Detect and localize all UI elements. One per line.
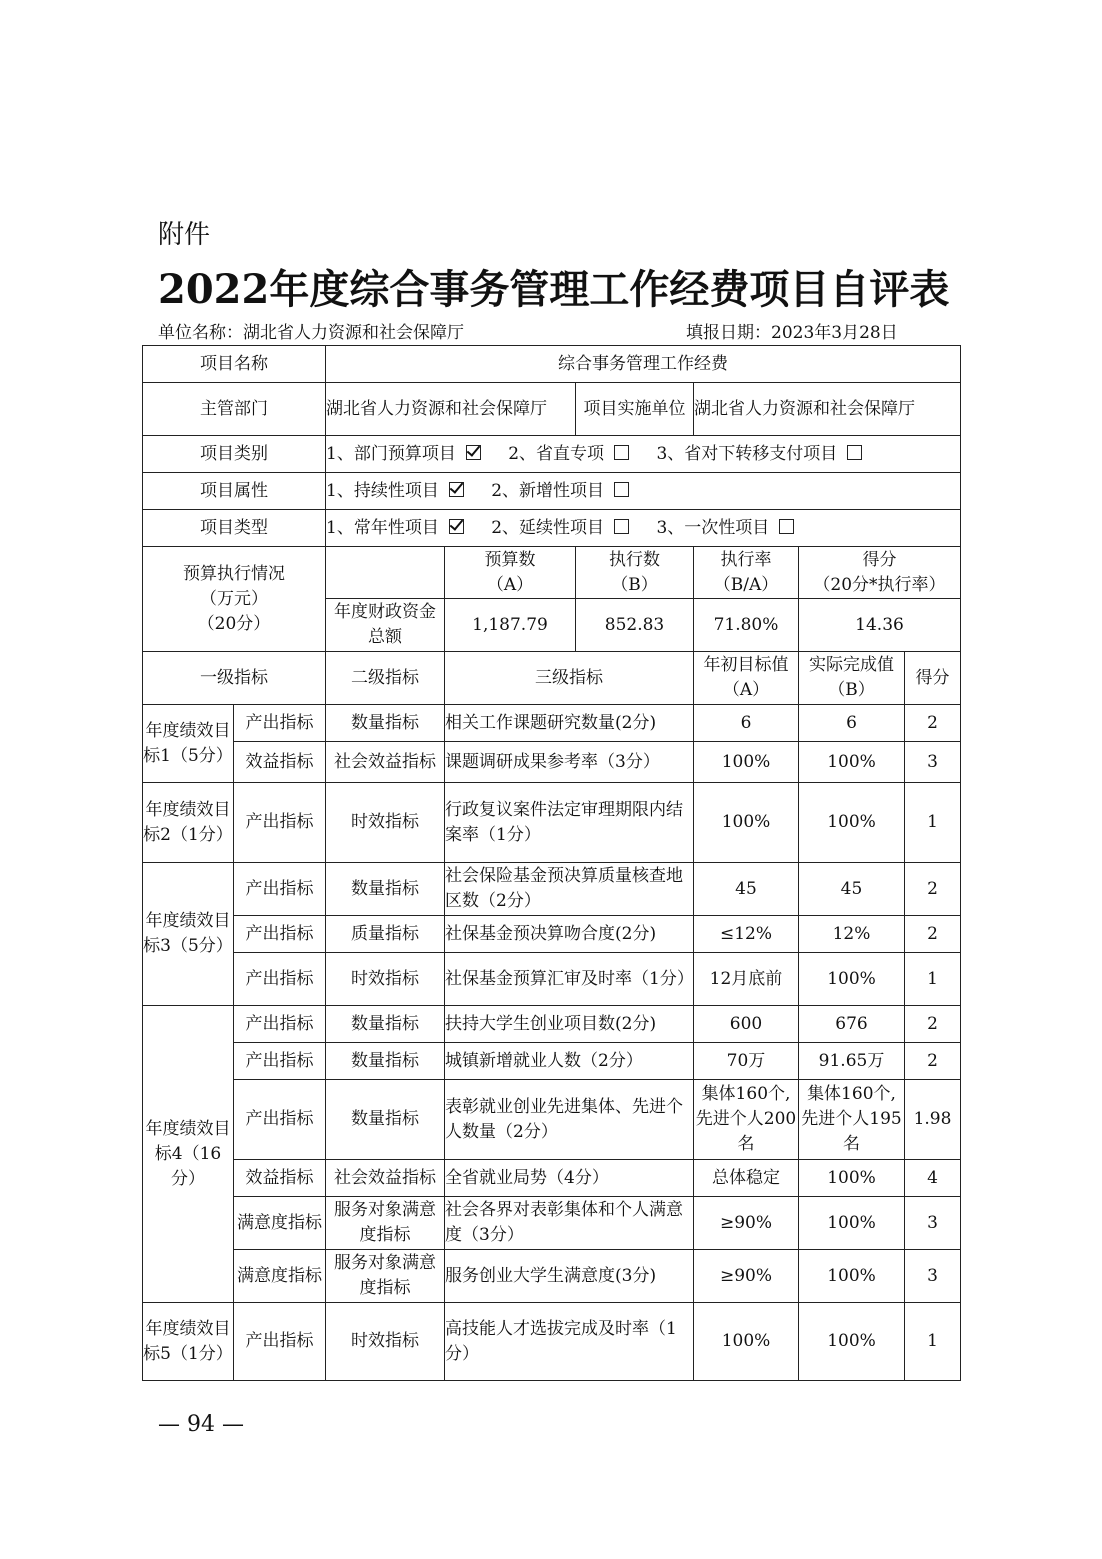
- actual-cell: 100%: [799, 742, 905, 783]
- target-cell: 100%: [694, 783, 799, 863]
- table-row: [143, 783, 961, 863]
- budget-empty-cell: [326, 547, 445, 599]
- actual-cell: 100%: [799, 783, 905, 863]
- level1-cell: 产出指标: [234, 1043, 326, 1080]
- target-cell: ≥90%: [694, 1197, 799, 1250]
- table-row: [143, 705, 961, 742]
- attachment-label: 附件: [158, 220, 211, 250]
- score-cell: 1: [905, 953, 961, 1006]
- checkbox-empty-icon[interactable]: [847, 445, 862, 460]
- level2-cell: 时效指标: [326, 1303, 445, 1381]
- dept-value: 湖北省人力资源和社会保障厅: [326, 383, 576, 436]
- target-cell: 12月底前: [694, 953, 799, 1006]
- level2-header: 二级指标: [326, 652, 445, 705]
- level1-cell: 产出指标: [234, 705, 326, 742]
- budget-value: 1,187.79: [445, 599, 576, 652]
- table-row: [143, 863, 961, 916]
- level1-cell: 满意度指标: [234, 1197, 326, 1250]
- table-row: [143, 1197, 961, 1250]
- impl-unit-value: 湖北省人力资源和社会保障厅: [694, 383, 961, 436]
- actual-cell: 100%: [799, 1197, 905, 1250]
- level3-cell: 表彰就业创业先进集体、先进个人数量（2分）: [445, 1080, 694, 1160]
- target-cell: 6: [694, 705, 799, 742]
- level3-header: 三级指标: [445, 652, 694, 705]
- score-header: 得分 （20分*执行率）: [799, 547, 961, 599]
- checkbox-empty-icon[interactable]: [614, 482, 629, 497]
- level2-cell: 社会效益指标: [326, 1160, 445, 1197]
- actual-cell: 91.65万: [799, 1043, 905, 1080]
- level3-cell: 扶持大学生创业项目数(2分): [445, 1006, 694, 1043]
- actual-cell: 676: [799, 1006, 905, 1043]
- level2-cell: 时效指标: [326, 783, 445, 863]
- level3-cell: 全省就业局势（4分）: [445, 1160, 694, 1197]
- checkbox-empty-icon[interactable]: [779, 519, 794, 534]
- table-row: [143, 1080, 961, 1160]
- score-cell: 2: [905, 1043, 961, 1080]
- goal-label: 年度绩效目标1（5分）: [143, 705, 234, 783]
- level1-cell: 效益指标: [234, 1160, 326, 1197]
- category-option-3: 3、省对下转移支付项目: [656, 444, 862, 464]
- page-number: — 94 —: [158, 1412, 244, 1437]
- target-cell: 45: [694, 863, 799, 916]
- score-cell: 4: [905, 1160, 961, 1197]
- target-cell: 70万: [694, 1043, 799, 1080]
- level1-cell: 产出指标: [234, 863, 326, 916]
- level2-cell: 社会效益指标: [326, 742, 445, 783]
- budget-header: 预算数 （A）: [445, 547, 576, 599]
- level3-cell: 高技能人才选拔完成及时率（1分）: [445, 1303, 694, 1381]
- score-col-header: 得分: [905, 652, 961, 705]
- actual-cell: 45: [799, 863, 905, 916]
- checkbox-empty-icon[interactable]: [614, 519, 629, 534]
- goal-label: 年度绩效目标5（1分）: [143, 1303, 234, 1381]
- table-row: [143, 1303, 961, 1381]
- category-option-2: 2、省直专项: [508, 444, 629, 464]
- actual-cell: 12%: [799, 916, 905, 953]
- checkbox-checked-icon[interactable]: [466, 445, 481, 460]
- level1-cell: 效益指标: [234, 742, 326, 783]
- level1-cell: 满意度指标: [234, 1250, 326, 1303]
- impl-unit-label: 项目实施单位: [576, 383, 694, 436]
- fiscal-total-label: 年度财政资金总额: [326, 599, 445, 652]
- table-row: [143, 1160, 961, 1197]
- type-option-1: 1、常年性项目: [326, 518, 464, 538]
- attribute-option-2: 2、新增性项目: [491, 481, 629, 501]
- score-cell: 1: [905, 783, 961, 863]
- document-title: 2022年度综合事务管理工作经费项目自评表: [158, 266, 950, 313]
- checkbox-checked-icon[interactable]: [449, 519, 464, 534]
- table-row: [143, 916, 961, 953]
- table-row: [143, 953, 961, 1006]
- actual-header: 实际完成值（B）: [799, 652, 905, 705]
- checkbox-checked-icon[interactable]: [449, 482, 464, 497]
- table-row: [143, 1043, 961, 1080]
- level3-cell: 社会保险基金预决算质量核查地区数（2分）: [445, 863, 694, 916]
- level1-cell: 产出指标: [234, 783, 326, 863]
- level2-cell: 数量指标: [326, 1043, 445, 1080]
- executed-value: 852.83: [576, 599, 694, 652]
- budget-execution-label: 预算执行情况 （万元） （20分）: [143, 547, 326, 652]
- project-name-value: 综合事务管理工作经费: [326, 346, 961, 383]
- level2-cell: 质量指标: [326, 916, 445, 953]
- level3-cell: 城镇新增就业人数（2分）: [445, 1043, 694, 1080]
- level3-cell: 社会各界对表彰集体和个人满意度（3分）: [445, 1197, 694, 1250]
- score-cell: 3: [905, 742, 961, 783]
- type-option-3: 3、一次性项目: [656, 518, 794, 538]
- target-cell: 100%: [694, 1303, 799, 1381]
- level2-cell: 服务对象满意度指标: [326, 1250, 445, 1303]
- level1-header: 一级指标: [143, 652, 326, 705]
- table-row: [143, 1006, 961, 1043]
- indicator-rows: [143, 705, 961, 1381]
- attribute-options: [326, 473, 961, 510]
- score-cell: 3: [905, 1197, 961, 1250]
- attribute-option-1: 1、持续性项目: [326, 481, 464, 501]
- fill-date: 填报日期：2023年3月28日: [686, 323, 898, 343]
- unit-name: 单位名称：湖北省人力资源和社会保障厅: [158, 323, 464, 343]
- type-label: 项目类型: [143, 510, 326, 547]
- rate-header: 执行率 （B/A）: [694, 547, 799, 599]
- level1-cell: 产出指标: [234, 953, 326, 1006]
- level3-cell: 社保基金预算汇审及时率（1分）: [445, 953, 694, 1006]
- actual-cell: 100%: [799, 953, 905, 1006]
- actual-cell: 100%: [799, 1160, 905, 1197]
- attribute-label: 项目属性: [143, 473, 326, 510]
- level3-cell: 相关工作课题研究数量(2分): [445, 705, 694, 742]
- score-cell: 1.98: [905, 1080, 961, 1160]
- level3-cell: 行政复议案件法定审理期限内结案率（1分）: [445, 783, 694, 863]
- level1-cell: 产出指标: [234, 916, 326, 953]
- score-cell: 2: [905, 705, 961, 742]
- level2-cell: 数量指标: [326, 863, 445, 916]
- target-cell: 集体160个,先进个人200名: [694, 1080, 799, 1160]
- category-label: 项目类别: [143, 436, 326, 473]
- level1-cell: 产出指标: [234, 1303, 326, 1381]
- self-evaluation-table: [142, 345, 961, 1381]
- level3-cell: 社保基金预决算吻合度(2分): [445, 916, 694, 953]
- level2-cell: 数量指标: [326, 1080, 445, 1160]
- goal-label: 年度绩效目标3（5分）: [143, 863, 234, 1006]
- level2-cell: 服务对象满意度指标: [326, 1197, 445, 1250]
- target-cell: 总体稳定: [694, 1160, 799, 1197]
- category-option-1: 1、部门预算项目: [326, 444, 481, 464]
- level2-cell: 时效指标: [326, 953, 445, 1006]
- rate-value: 71.80%: [694, 599, 799, 652]
- level3-cell: 服务创业大学生满意度(3分): [445, 1250, 694, 1303]
- score-cell: 2: [905, 863, 961, 916]
- actual-cell: 100%: [799, 1303, 905, 1381]
- level2-cell: 数量指标: [326, 705, 445, 742]
- goal-label: 年度绩效目标2（1分）: [143, 783, 234, 863]
- score-cell: 1: [905, 1303, 961, 1381]
- score-cell: 3: [905, 1250, 961, 1303]
- checkbox-empty-icon[interactable]: [614, 445, 629, 460]
- target-cell: ≥90%: [694, 1250, 799, 1303]
- type-options: [326, 510, 961, 547]
- target-header: 年初目标值（A）: [694, 652, 799, 705]
- score-cell: 2: [905, 916, 961, 953]
- actual-cell: 100%: [799, 1250, 905, 1303]
- score-cell: 2: [905, 1006, 961, 1043]
- level3-cell: 课题调研成果参考率（3分）: [445, 742, 694, 783]
- actual-cell: 6: [799, 705, 905, 742]
- actual-cell: 集体160个,先进个人195名: [799, 1080, 905, 1160]
- dept-label: 主管部门: [143, 383, 326, 436]
- category-options: [326, 436, 961, 473]
- project-name-label: 项目名称: [143, 346, 326, 383]
- target-cell: ≤12%: [694, 916, 799, 953]
- target-cell: 100%: [694, 742, 799, 783]
- table-row: [143, 742, 961, 783]
- level2-cell: 数量指标: [326, 1006, 445, 1043]
- type-option-2: 2、延续性项目: [491, 518, 629, 538]
- score-value: 14.36: [799, 599, 961, 652]
- executed-header: 执行数 （B）: [576, 547, 694, 599]
- target-cell: 600: [694, 1006, 799, 1043]
- goal-label: 年度绩效目标4（16分）: [143, 1006, 234, 1303]
- level1-cell: 产出指标: [234, 1080, 326, 1160]
- level1-cell: 产出指标: [234, 1006, 326, 1043]
- table-row: [143, 1250, 961, 1303]
